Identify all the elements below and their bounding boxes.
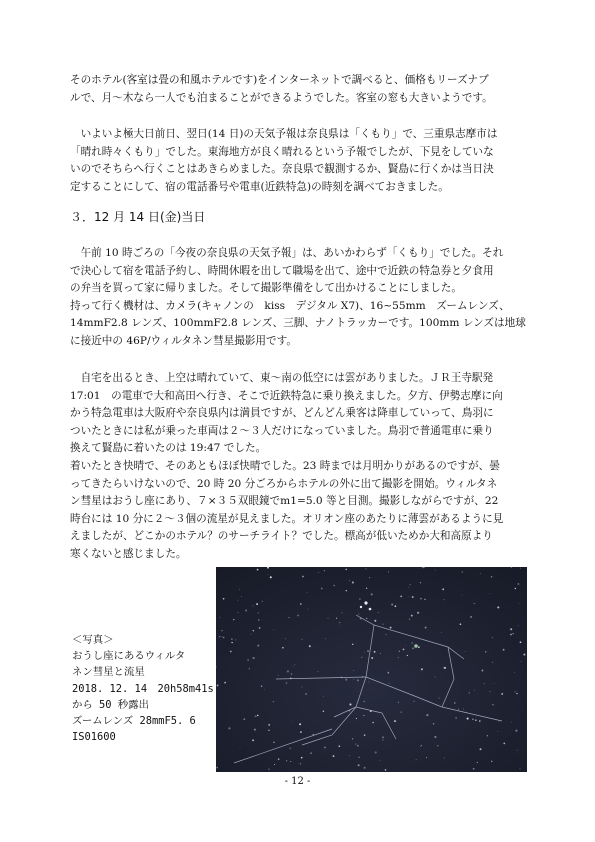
star	[287, 670, 289, 672]
pleiades-star	[369, 608, 372, 611]
star	[366, 588, 367, 589]
star	[286, 682, 288, 684]
star	[424, 599, 426, 601]
star	[487, 735, 488, 736]
star	[519, 603, 520, 604]
star	[302, 576, 304, 578]
star	[474, 690, 475, 691]
star	[230, 651, 232, 653]
star	[484, 683, 485, 684]
star	[245, 610, 247, 612]
star	[305, 693, 306, 694]
star	[258, 612, 259, 613]
star	[216, 767, 218, 769]
star	[485, 651, 486, 652]
star	[364, 767, 366, 769]
star	[467, 718, 469, 720]
star	[231, 642, 232, 643]
star	[474, 603, 475, 604]
star	[359, 598, 360, 599]
star	[426, 757, 427, 758]
star	[251, 634, 252, 635]
star	[460, 623, 462, 625]
star	[233, 619, 234, 620]
star	[239, 589, 240, 590]
star	[357, 745, 359, 747]
star	[255, 715, 257, 717]
star	[361, 657, 362, 658]
star	[395, 605, 397, 607]
star	[273, 701, 274, 702]
star	[352, 581, 354, 583]
star	[417, 612, 419, 614]
star	[346, 679, 348, 681]
star	[443, 599, 444, 600]
star	[420, 598, 422, 600]
constellation-image	[216, 567, 527, 772]
star	[299, 723, 301, 725]
star	[408, 587, 409, 588]
star	[325, 638, 326, 639]
paragraph-observation: 自宅を出るとき、上空は晴れていて、東～南の低空には雲がありました。ＪＲ王寺駅発 17:01 の電車で大和高田へ行き、そこで近鉄特急に乗り換えました。夕方、伊勢志摩に向 かう特急電車は大阪府や奈良県内は満員ですが、どんどん乗客は降車していって、鳥羽に ついたときには私が乗った車両は２～３人だけになっていました。鳥羽で普通電車に乗り 換えて賢島に着いたのは 19:47 でした。 着いたとき快晴で、そのあともほぼ快晴でした。23 時までは月明かりがあるのですが、曇 ってきたらいけないので、20 時 20 分ごろからホテルの外に出て撮影を開始。ウィルタネ ン彗星はおうし座にあり、７×３５双眼鏡でm1=5.0 等と目測。撮影しながらですが、22 時台には 10 分に２～３個の流星が見えました。オリオン座のあたりに薄雲があるように見 えましたが、どこかのホテル？のサーチライト？でした。標高が低いためか大和高原より 寒くないと感じました。	[70, 372, 504, 560]
star	[411, 615, 413, 617]
star	[519, 768, 520, 769]
star	[291, 673, 293, 675]
star	[498, 721, 499, 722]
star	[403, 648, 405, 650]
star	[407, 655, 408, 656]
star	[371, 657, 373, 659]
star	[300, 731, 302, 733]
star	[437, 745, 438, 746]
star	[516, 693, 517, 694]
star	[268, 729, 270, 731]
star	[366, 618, 367, 619]
star	[252, 605, 253, 606]
star	[368, 682, 369, 683]
star	[274, 629, 275, 630]
star	[421, 745, 422, 746]
star	[412, 596, 414, 598]
star-field-photo	[216, 567, 527, 772]
star	[268, 574, 269, 575]
star	[515, 730, 517, 732]
star	[442, 588, 444, 590]
star	[441, 632, 442, 633]
star	[295, 664, 296, 665]
star	[438, 697, 439, 698]
star	[465, 651, 466, 652]
star	[323, 696, 324, 697]
star	[321, 588, 323, 590]
star	[345, 569, 347, 571]
star	[224, 682, 226, 684]
star	[520, 568, 521, 569]
star	[352, 644, 353, 645]
star	[412, 642, 413, 643]
star	[339, 622, 341, 624]
star	[301, 757, 303, 759]
star	[420, 582, 421, 583]
star	[313, 734, 314, 735]
star	[469, 692, 470, 693]
star	[492, 637, 493, 638]
star	[382, 624, 383, 625]
star	[366, 568, 367, 569]
star	[286, 760, 287, 761]
pleiades-star	[360, 606, 362, 608]
star	[292, 721, 293, 722]
star	[307, 771, 308, 772]
star	[444, 667, 446, 669]
star	[257, 569, 259, 571]
photo-caption: ＜写真＞ おうし座にあるウィルタ ネン彗星と流星 2018. 12. 14 20h58m41s から 50 秒露出 ズームレンズ 28mmF5. 6 IS01600	[72, 634, 214, 744]
star	[491, 761, 492, 762]
star	[270, 576, 272, 578]
star	[318, 572, 319, 573]
star	[394, 720, 396, 722]
star	[472, 719, 473, 720]
star	[409, 619, 410, 620]
star	[231, 639, 232, 640]
star	[390, 627, 392, 629]
star	[420, 746, 421, 747]
star	[222, 636, 223, 637]
star	[252, 739, 254, 741]
star	[253, 657, 255, 659]
star	[369, 577, 370, 578]
star	[282, 647, 284, 649]
star	[455, 717, 457, 719]
star	[380, 760, 381, 761]
star	[503, 649, 505, 651]
star	[514, 672, 515, 673]
section-heading: ３．12 月 14 日(金)当日	[70, 210, 206, 224]
star	[357, 679, 359, 681]
star	[398, 657, 399, 658]
star	[339, 625, 340, 626]
pleiades-star	[364, 601, 367, 604]
star	[418, 646, 420, 648]
star	[375, 751, 377, 753]
star	[254, 729, 256, 731]
star	[338, 745, 340, 747]
star	[336, 618, 337, 619]
star	[501, 693, 503, 695]
star	[324, 747, 326, 749]
star	[310, 752, 312, 754]
star	[358, 614, 359, 615]
star	[494, 683, 495, 684]
star	[278, 758, 280, 760]
star	[435, 677, 436, 678]
star	[300, 763, 301, 764]
star	[412, 647, 414, 649]
star	[219, 636, 221, 638]
star	[349, 703, 351, 705]
paragraph-forecast: いよいよ極大日前日、翌日(14 日)の天気予報は奈良県は「くもり」で、三重県志摩市は 「晴れ時々くもり」でした。東海地方が良く晴れるという予報でしたが、下見をしていな いのでそちらへ行くことはあきらめました。奈良県で観測するか、賢島に行くかは当日決 定することにして、宿の電話番号や電車(近鉄特急)の時刻を調べておきました。	[70, 128, 498, 193]
star	[257, 715, 259, 717]
star	[261, 685, 262, 686]
star	[382, 740, 383, 741]
star	[458, 709, 459, 710]
star	[473, 768, 475, 770]
star	[425, 627, 427, 629]
star	[408, 596, 409, 597]
star	[262, 601, 263, 602]
star	[374, 651, 376, 653]
star	[221, 630, 223, 632]
star	[220, 617, 221, 618]
star	[264, 689, 265, 690]
star	[523, 654, 525, 656]
star	[238, 612, 239, 613]
star	[297, 615, 299, 617]
star	[510, 634, 512, 636]
star	[435, 570, 436, 571]
star	[273, 742, 274, 743]
star	[391, 604, 393, 606]
star	[290, 748, 291, 749]
star	[253, 630, 254, 631]
star	[349, 755, 350, 756]
star	[520, 641, 522, 643]
star	[308, 609, 309, 610]
star	[498, 731, 499, 732]
star	[515, 588, 516, 589]
night-sky	[216, 567, 527, 772]
star	[386, 634, 387, 635]
star	[480, 748, 482, 750]
star	[268, 768, 269, 769]
star	[290, 761, 291, 762]
star	[324, 570, 325, 571]
comet-46p	[414, 644, 418, 648]
star	[328, 618, 329, 619]
star	[517, 583, 519, 585]
star	[358, 764, 360, 766]
star	[235, 639, 236, 640]
star	[512, 633, 513, 634]
star	[461, 595, 462, 596]
star	[477, 762, 478, 763]
star	[341, 612, 342, 613]
star	[247, 659, 249, 661]
star	[307, 592, 308, 593]
star	[389, 683, 390, 684]
star	[364, 734, 366, 736]
star	[300, 603, 302, 605]
star	[349, 580, 350, 581]
star	[385, 769, 387, 771]
page-number: - 12 -	[284, 776, 311, 787]
star	[521, 661, 522, 662]
star	[371, 593, 373, 595]
paragraph-preparation: 午前 10 時ごろの「今夜の奈良県の天気予報」は、あいかわらず「くもり」でした。それ で決心して宿を電話予約し、時間休暇を出して職場を出て、途中で近鉄の特急券と夕食用 の弁当を買って家に帰りました。そして撮影準備をして出かけることにしました。 持って行く機材は、カメラ(キャノンの kiss デジタル X7)、16~55mm ズームレンズ、 14mmF2.8 レンズ、100mmF2.8 レンズ、三脚、ナノトラッカーです。100mm レンズは地球 に接近中の 46P/ウィルタネン彗星撮影用です。	[70, 247, 526, 347]
star	[424, 567, 425, 568]
star	[479, 720, 481, 722]
star	[318, 671, 319, 672]
star	[274, 764, 275, 765]
star	[238, 600, 239, 601]
star	[288, 617, 289, 618]
star	[367, 650, 368, 651]
star	[364, 652, 365, 653]
star	[419, 568, 420, 569]
star	[444, 758, 445, 759]
star	[301, 639, 302, 640]
star	[400, 711, 402, 713]
star	[497, 606, 499, 608]
star	[285, 638, 286, 639]
star	[503, 743, 505, 745]
star	[510, 628, 512, 630]
star	[491, 576, 493, 578]
star	[333, 585, 334, 586]
star	[490, 691, 491, 692]
star	[241, 596, 242, 597]
star	[470, 616, 472, 618]
star	[363, 701, 364, 702]
star	[426, 714, 428, 716]
star	[388, 571, 389, 572]
star	[259, 627, 261, 629]
star	[258, 619, 260, 621]
star	[416, 759, 417, 760]
star	[243, 718, 245, 720]
star	[398, 702, 399, 703]
star	[223, 637, 225, 639]
star	[434, 736, 436, 738]
star	[387, 672, 389, 674]
star	[358, 756, 360, 758]
paragraph-hotel: そのホテル(客室は畳の和風ホテルです)をインターネットで調べると、価格もリーズナブ ルで、月～木なら一人でも泊まることができるようでした。客室の窓も大きいようです。	[70, 74, 493, 104]
star	[309, 645, 311, 647]
star	[399, 651, 400, 652]
star	[517, 750, 518, 751]
star	[409, 584, 410, 585]
star	[268, 724, 270, 726]
star	[518, 625, 519, 626]
star	[462, 571, 463, 572]
star	[378, 612, 379, 613]
star	[333, 755, 335, 757]
star	[382, 736, 384, 738]
star	[301, 687, 302, 688]
star	[515, 691, 516, 692]
star	[414, 701, 415, 702]
star	[363, 715, 364, 716]
star	[240, 747, 241, 748]
star	[256, 603, 258, 605]
star	[278, 675, 279, 676]
star	[421, 668, 423, 670]
star	[372, 722, 374, 724]
star	[454, 702, 455, 703]
star	[463, 709, 464, 710]
star	[490, 593, 491, 594]
star	[405, 645, 406, 646]
star	[492, 704, 493, 705]
star	[293, 666, 294, 667]
star	[475, 719, 477, 721]
star	[511, 722, 512, 723]
star	[217, 684, 219, 686]
star	[257, 645, 259, 647]
star	[346, 590, 348, 592]
star	[353, 670, 354, 671]
star	[352, 738, 353, 739]
star	[481, 670, 483, 672]
star	[492, 662, 493, 663]
star	[299, 763, 300, 764]
star	[223, 598, 225, 600]
star	[355, 743, 356, 744]
star	[249, 668, 250, 669]
star	[228, 727, 230, 729]
star	[480, 573, 481, 574]
star	[374, 620, 376, 622]
star	[380, 653, 381, 654]
star	[400, 596, 402, 598]
star	[323, 711, 325, 713]
star	[433, 723, 434, 724]
star	[356, 718, 357, 719]
star	[353, 679, 354, 680]
